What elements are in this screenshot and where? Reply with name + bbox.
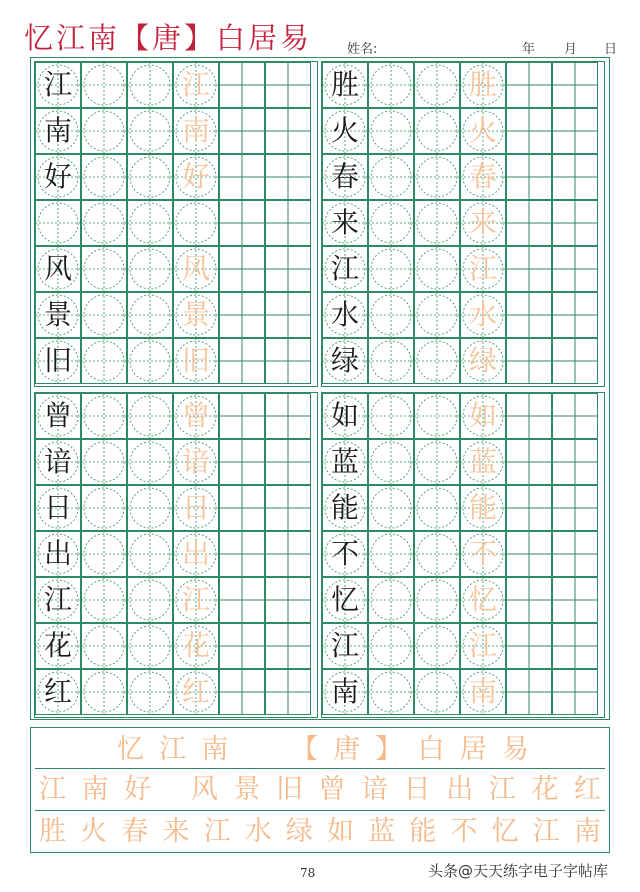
practice-cell <box>322 577 368 623</box>
month-label: 月 <box>564 42 578 57</box>
model-character: 如 <box>330 399 359 432</box>
summary-character: 风 <box>190 774 218 805</box>
practice-cell <box>552 623 598 669</box>
model-character: 忆 <box>330 583 359 616</box>
practice-cell <box>460 577 506 623</box>
summary-character: 蓝 <box>368 816 396 847</box>
practice-cell <box>265 669 311 715</box>
practice-cell <box>322 439 368 485</box>
trace-character: 曾 <box>181 399 210 432</box>
model-character: 江 <box>43 68 72 101</box>
practice-cell <box>414 439 460 485</box>
practice-cell <box>506 577 552 623</box>
practice-cell <box>552 577 598 623</box>
trace-character <box>173 200 219 246</box>
trace-character: 风 <box>181 252 210 285</box>
practice-cell <box>506 246 552 292</box>
practice-cell <box>460 669 506 715</box>
summary-character: 易 <box>501 734 529 765</box>
practice-cell <box>414 200 460 246</box>
trace-character: 出 <box>181 537 210 570</box>
practice-cell <box>127 485 173 531</box>
practice-cell <box>173 200 219 246</box>
practice-cell <box>35 577 81 623</box>
summary-character: 如 <box>326 816 354 847</box>
practice-cell <box>265 338 311 384</box>
practice-grid <box>30 57 610 720</box>
practice-cell <box>322 108 368 154</box>
summary-character: 春 <box>121 816 149 847</box>
practice-cell <box>81 338 127 384</box>
practice-cell <box>552 531 598 577</box>
practice-panel <box>34 392 318 718</box>
summary-character: 火 <box>80 816 108 847</box>
model-character: 日 <box>43 491 72 524</box>
summary-character: 水 <box>244 816 272 847</box>
strip-line <box>35 768 605 769</box>
summary-character: 忆 <box>491 816 519 847</box>
trace-character: 江 <box>468 629 497 662</box>
practice-cell <box>414 393 460 439</box>
practice-cell <box>368 531 414 577</box>
summary-line-2 <box>39 776 601 803</box>
practice-cell <box>173 669 219 715</box>
practice-cell <box>81 531 127 577</box>
practice-cell <box>460 338 506 384</box>
practice-cell <box>265 154 311 200</box>
summary-character: 忆 <box>117 734 144 765</box>
practice-cell <box>127 200 173 246</box>
practice-cell <box>173 338 219 384</box>
practice-cell <box>81 669 127 715</box>
practice-cell <box>81 62 127 108</box>
practice-cell <box>322 154 368 200</box>
practice-cell <box>368 246 414 292</box>
practice-cell <box>265 108 311 154</box>
practice-cell <box>173 154 219 200</box>
trace-character: 花 <box>181 629 210 662</box>
practice-cell <box>552 62 598 108</box>
summary-character: 胜 <box>39 816 66 847</box>
summary-character: 居 <box>459 734 487 765</box>
model-character: 好 <box>43 160 72 193</box>
practice-cell <box>460 531 506 577</box>
practice-cell <box>35 623 81 669</box>
practice-cell <box>173 393 219 439</box>
practice-cell <box>368 485 414 531</box>
practice-cell <box>81 246 127 292</box>
trace-character: 谙 <box>181 445 210 478</box>
practice-cell <box>127 531 173 577</box>
practice-cell <box>506 154 552 200</box>
practice-panel <box>321 61 605 387</box>
practice-cell <box>460 439 506 485</box>
practice-cell <box>173 62 219 108</box>
practice-cell <box>219 531 265 577</box>
summary-character: 谙 <box>361 774 389 805</box>
model-character: 胜 <box>330 68 359 101</box>
summary-character: 唐 <box>333 734 361 765</box>
trace-character: 火 <box>468 114 497 147</box>
summary-character: 江 <box>203 816 231 847</box>
practice-cell <box>173 623 219 669</box>
practice-cell <box>265 62 311 108</box>
summary-character: 不 <box>450 816 478 847</box>
practice-cell <box>414 62 460 108</box>
practice-cell <box>460 62 506 108</box>
practice-cell <box>414 669 460 715</box>
practice-cell <box>506 338 552 384</box>
practice-cell <box>81 577 127 623</box>
practice-cell <box>506 669 552 715</box>
trace-character: 日 <box>181 491 210 524</box>
practice-cell <box>265 623 311 669</box>
model-character: 水 <box>330 298 359 331</box>
practice-cell <box>552 393 598 439</box>
model-character: 江 <box>330 629 359 662</box>
practice-cell <box>127 393 173 439</box>
practice-cell <box>506 292 552 338</box>
practice-cell <box>173 485 219 531</box>
practice-cell <box>219 200 265 246</box>
practice-cell <box>265 200 311 246</box>
practice-cell <box>368 393 414 439</box>
model-character: 风 <box>43 252 72 285</box>
practice-cell <box>414 108 460 154</box>
practice-cell <box>552 246 598 292</box>
model-character: 出 <box>43 537 72 570</box>
practice-cell <box>552 485 598 531</box>
practice-cell <box>552 200 598 246</box>
practice-cell <box>506 531 552 577</box>
summary-character: 来 <box>162 816 190 847</box>
practice-cell <box>552 108 598 154</box>
practice-cell <box>219 439 265 485</box>
practice-cell <box>552 669 598 715</box>
model-character: 旧 <box>43 344 72 377</box>
practice-cell <box>81 393 127 439</box>
practice-cell <box>460 623 506 669</box>
trace-character: 旧 <box>181 344 210 377</box>
practice-cell <box>506 393 552 439</box>
practice-cell <box>219 292 265 338</box>
summary-character: 景 <box>233 774 261 805</box>
practice-cell <box>552 439 598 485</box>
summary-character: 南 <box>81 774 109 805</box>
strip-line <box>35 810 605 811</box>
summary-line-3 <box>39 818 601 845</box>
practice-cell <box>322 338 368 384</box>
practice-cell <box>219 577 265 623</box>
page-number: 78 <box>300 866 316 880</box>
practice-cell <box>414 154 460 200</box>
practice-cell <box>35 292 81 338</box>
practice-cell <box>322 62 368 108</box>
practice-cell <box>173 108 219 154</box>
model-character: 不 <box>330 537 359 570</box>
summary-character: 能 <box>409 816 437 847</box>
practice-cell <box>219 623 265 669</box>
practice-cell <box>414 485 460 531</box>
summary-character: 】 <box>375 734 403 765</box>
practice-cell <box>219 108 265 154</box>
practice-cell <box>265 246 311 292</box>
summary-character: 绿 <box>285 816 313 847</box>
trace-character: 能 <box>468 491 497 524</box>
practice-cell <box>552 338 598 384</box>
practice-cell <box>81 623 127 669</box>
practice-cell <box>35 246 81 292</box>
practice-cell <box>127 338 173 384</box>
practice-cell <box>265 577 311 623</box>
summary-character: 江 <box>39 774 66 805</box>
model-character: 红 <box>43 675 72 708</box>
practice-cell <box>173 531 219 577</box>
practice-cell <box>127 62 173 108</box>
practice-cell <box>322 246 368 292</box>
practice-cell <box>35 108 81 154</box>
practice-cell <box>460 154 506 200</box>
name-label: 姓名: <box>347 42 378 57</box>
practice-cell <box>81 154 127 200</box>
practice-cell <box>219 154 265 200</box>
trace-character: 忆 <box>468 583 497 616</box>
practice-cell <box>506 200 552 246</box>
summary-character <box>244 736 253 763</box>
trace-character: 景 <box>181 298 210 331</box>
practice-cell <box>81 108 127 154</box>
practice-cell <box>173 246 219 292</box>
practice-cell <box>127 439 173 485</box>
practice-cell <box>368 338 414 384</box>
summary-character: 出 <box>446 774 474 805</box>
practice-cell <box>127 108 173 154</box>
practice-cell <box>322 623 368 669</box>
practice-cell <box>81 485 127 531</box>
practice-cell <box>127 623 173 669</box>
practice-cell <box>173 439 219 485</box>
practice-panel <box>34 61 318 387</box>
trace-character: 春 <box>468 160 497 193</box>
practice-cell <box>460 246 506 292</box>
summary-character: 日 <box>403 774 431 805</box>
model-character: 江 <box>330 252 359 285</box>
practice-cell <box>552 154 598 200</box>
practice-cell <box>414 338 460 384</box>
practice-cell <box>368 669 414 715</box>
practice-cell <box>265 531 311 577</box>
summary-character: 曾 <box>318 774 346 805</box>
trace-character: 不 <box>468 537 497 570</box>
trace-character: 蓝 <box>468 445 497 478</box>
practice-panel <box>321 392 605 718</box>
summary-character: 白 <box>417 734 445 765</box>
summary-character: 花 <box>531 774 559 805</box>
model-character: 曾 <box>43 399 72 432</box>
practice-cell <box>127 154 173 200</box>
model-character: 花 <box>43 629 72 662</box>
trace-character: 绿 <box>468 344 497 377</box>
practice-cell <box>506 108 552 154</box>
practice-cell <box>265 485 311 531</box>
practice-cell <box>552 292 598 338</box>
practice-cell <box>219 669 265 715</box>
practice-cell <box>368 62 414 108</box>
practice-cell <box>460 485 506 531</box>
model-character <box>35 200 81 246</box>
summary-strip <box>30 727 610 853</box>
practice-cell <box>35 338 81 384</box>
practice-cell <box>35 439 81 485</box>
practice-cell <box>35 531 81 577</box>
practice-cell <box>506 623 552 669</box>
model-character: 南 <box>330 675 359 708</box>
trace-character: 红 <box>181 675 210 708</box>
practice-cell <box>460 200 506 246</box>
practice-cell <box>127 292 173 338</box>
practice-cell <box>219 338 265 384</box>
trace-character: 胜 <box>468 68 497 101</box>
summary-character: 南 <box>573 816 601 847</box>
model-character: 景 <box>43 298 72 331</box>
trace-character: 南 <box>468 675 497 708</box>
practice-cell <box>35 154 81 200</box>
summary-character: 红 <box>573 774 601 805</box>
practice-cell <box>35 200 81 246</box>
practice-cell <box>219 485 265 531</box>
practice-cell <box>368 292 414 338</box>
practice-cell <box>322 531 368 577</box>
trace-character: 来 <box>468 206 497 239</box>
summary-character <box>267 736 276 763</box>
trace-character: 江 <box>181 583 210 616</box>
practice-cell <box>414 246 460 292</box>
practice-cell <box>368 154 414 200</box>
model-character: 南 <box>43 114 72 147</box>
practice-cell <box>265 439 311 485</box>
practice-cell <box>506 439 552 485</box>
trace-character: 好 <box>181 160 210 193</box>
practice-cell <box>368 577 414 623</box>
practice-cell <box>35 485 81 531</box>
practice-cell <box>35 669 81 715</box>
practice-cell <box>460 292 506 338</box>
summary-character: 江 <box>488 774 516 805</box>
practice-cell <box>322 292 368 338</box>
practice-cell <box>127 577 173 623</box>
practice-cell <box>127 669 173 715</box>
practice-cell <box>414 292 460 338</box>
summary-character: 江 <box>159 734 187 765</box>
model-character: 来 <box>330 206 359 239</box>
model-character: 蓝 <box>330 445 359 478</box>
trace-character: 江 <box>181 68 210 101</box>
practice-cell <box>506 62 552 108</box>
practice-cell <box>265 292 311 338</box>
practice-cell <box>127 246 173 292</box>
model-character: 绿 <box>330 344 359 377</box>
practice-cell <box>173 577 219 623</box>
summary-character: 【 <box>291 734 319 765</box>
summary-character <box>167 776 176 803</box>
practice-cell <box>322 485 368 531</box>
summary-character: 南 <box>201 734 229 765</box>
practice-cell <box>35 393 81 439</box>
practice-cell <box>368 200 414 246</box>
practice-cell <box>219 246 265 292</box>
practice-cell <box>460 393 506 439</box>
trace-character: 如 <box>468 399 497 432</box>
practice-cell <box>322 393 368 439</box>
practice-cell <box>322 669 368 715</box>
practice-cell <box>460 108 506 154</box>
practice-cell <box>414 531 460 577</box>
practice-cell <box>414 623 460 669</box>
practice-cell <box>506 485 552 531</box>
page-title: 忆江南【唐】白居易 <box>24 21 313 55</box>
trace-character: 水 <box>468 298 497 331</box>
model-character: 江 <box>43 583 72 616</box>
practice-cell <box>219 62 265 108</box>
practice-cell <box>368 108 414 154</box>
model-character: 火 <box>330 114 359 147</box>
practice-cell <box>368 623 414 669</box>
practice-cell <box>81 439 127 485</box>
summary-character: 江 <box>532 816 560 847</box>
practice-cell <box>265 393 311 439</box>
practice-cell <box>81 292 127 338</box>
practice-cell <box>219 393 265 439</box>
day-label: 日 <box>604 42 618 57</box>
practice-cell <box>173 292 219 338</box>
model-character: 能 <box>330 491 359 524</box>
practice-cell <box>414 577 460 623</box>
model-character: 春 <box>330 160 359 193</box>
summary-character: 好 <box>124 774 152 805</box>
practice-cell <box>322 200 368 246</box>
practice-cell <box>368 439 414 485</box>
practice-cell <box>35 62 81 108</box>
watermark: 头条@天天练字电子字帖库 <box>428 862 609 880</box>
trace-character: 南 <box>181 114 210 147</box>
year-label: 年 <box>522 42 536 57</box>
trace-character: 江 <box>468 252 497 285</box>
summary-character: 旧 <box>275 774 303 805</box>
summary-line-1 <box>117 736 529 763</box>
practice-cell <box>81 200 127 246</box>
model-character: 谙 <box>43 445 72 478</box>
